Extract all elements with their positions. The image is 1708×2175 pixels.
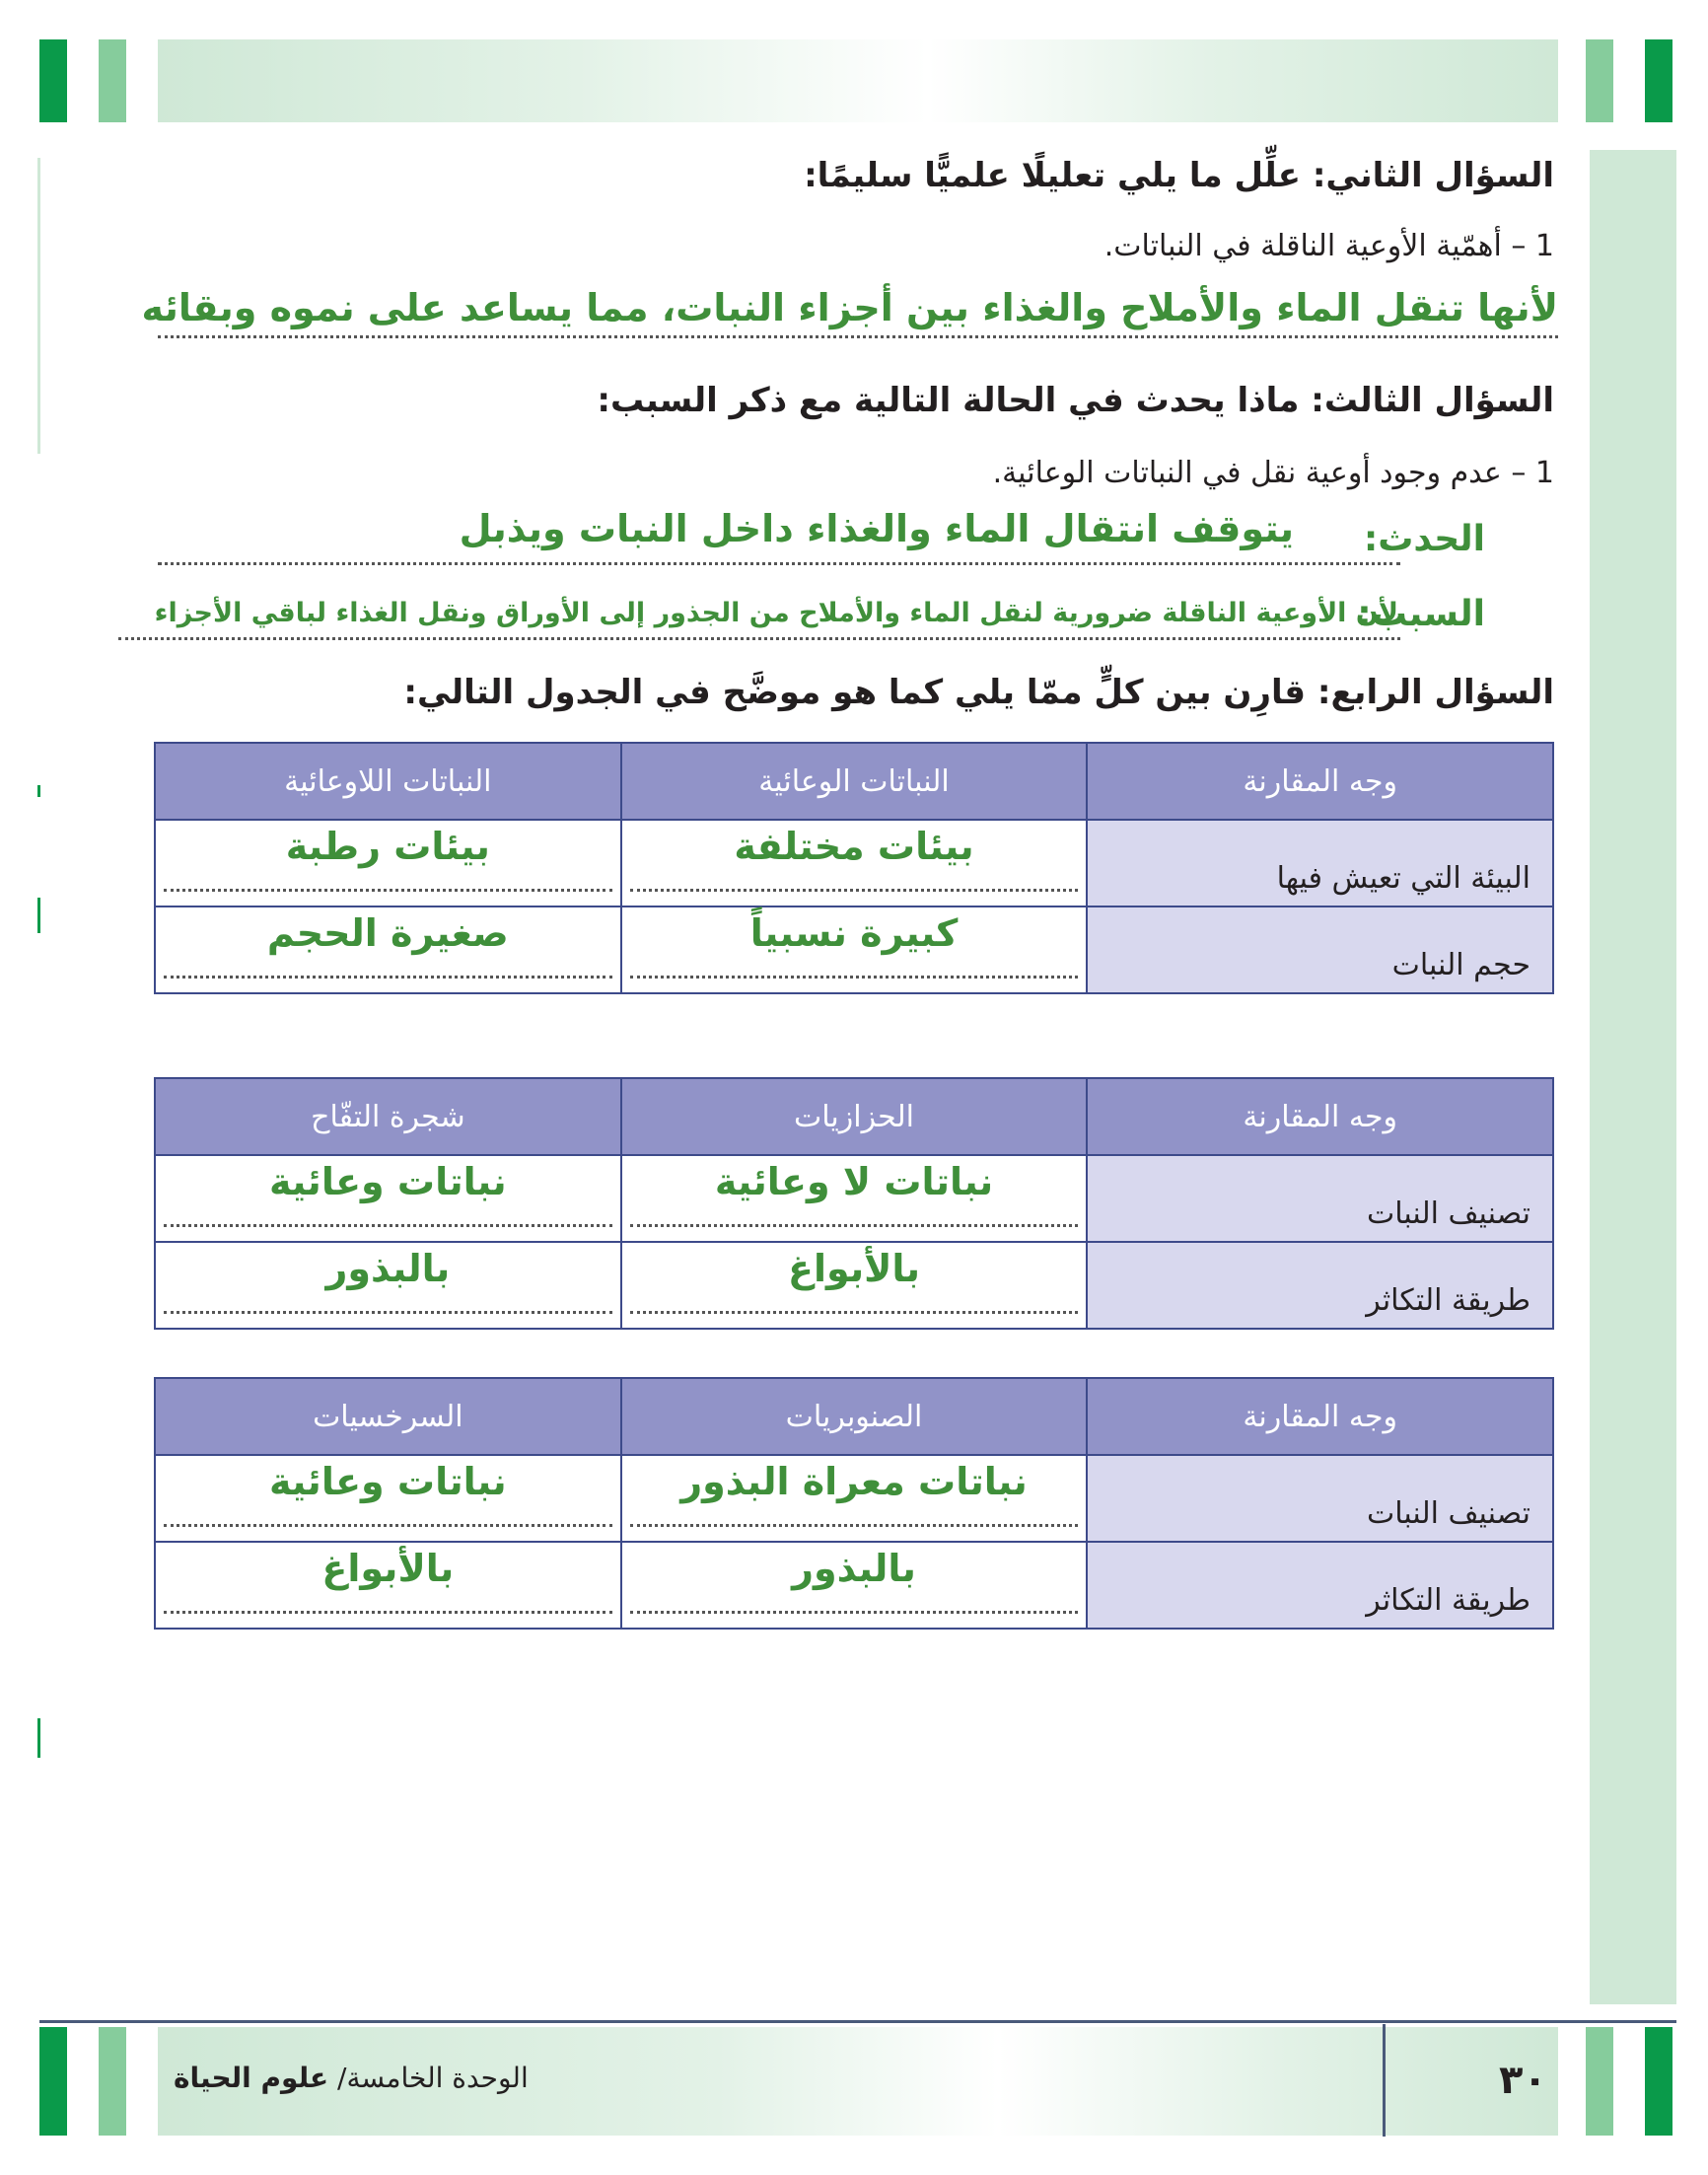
right-side-panel: [1590, 150, 1676, 2004]
question-4-title: السؤال الرابع: قارِن بين كلٍّ ممّا يلي كما هو موضَّح في الجدول التالي:: [403, 673, 1554, 712]
table-header: الصنوبريات: [621, 1378, 1088, 1455]
header-bar-left-light: [99, 39, 126, 122]
cell-answer: بيئات مختلفة: [734, 825, 974, 868]
table-header: الحزازيات: [621, 1078, 1088, 1155]
answer-line: [630, 1224, 1079, 1227]
question-2-item-1: 1 – أهمّية الأوعية الناقلة في النباتات.: [1103, 229, 1554, 263]
cell-answer: نباتات وعائية: [269, 1460, 507, 1503]
cell-answer: صغيرة الحجم: [266, 911, 509, 955]
footer-unit-title: [174, 2062, 529, 2094]
question-2-answer[interactable]: لأنها تنقل الماء والأملاح والغذاء بين أجزاء النبات، مما يساعد على نموه وبقائه: [141, 286, 1558, 329]
answer-line: [630, 889, 1079, 892]
table-header: النباتات اللاوعائية: [155, 743, 621, 820]
answer-line: [158, 562, 1400, 565]
answer-cell[interactable]: [621, 1542, 1088, 1629]
cell-answer: بالبذور: [325, 1247, 451, 1290]
table-header: وجه المقارنة: [1087, 743, 1553, 820]
cell-answer: نباتات وعائية: [269, 1160, 507, 1203]
answer-line: [158, 335, 1558, 338]
answer-cell[interactable]: [621, 906, 1088, 993]
cell-answer: بالأبواغ: [321, 1547, 455, 1590]
header-band: [158, 39, 1558, 122]
reason-answer[interactable]: لأن الأوعية الناقلة ضرورية لنقل الماء والأملاح من الجذور إلى الأوراق ونقل الغذاء لباقي الأجزاء: [154, 598, 1398, 628]
answer-cell[interactable]: [621, 1242, 1088, 1329]
footer-divider: [39, 2020, 1676, 2023]
comparison-table-2: [154, 1077, 1554, 1330]
answer-line: [630, 1611, 1079, 1614]
answer-line: [164, 1224, 612, 1227]
row-label: طريقة التكاثر: [1087, 1542, 1553, 1629]
answer-cell[interactable]: [155, 906, 621, 993]
cell-answer: بالأبواغ: [788, 1247, 920, 1290]
table-header-row: [155, 1078, 1553, 1155]
margin-tick: [37, 785, 40, 797]
answer-line: [164, 1524, 612, 1527]
row-label: تصنيف النبات: [1087, 1455, 1553, 1542]
event-answer[interactable]: يتوقف انتقال الماء والغذاء داخل النبات ويذبل: [459, 507, 1294, 550]
answer-line: [164, 1311, 612, 1314]
answer-cell[interactable]: [155, 1455, 621, 1542]
footer-separator: [1383, 2024, 1386, 2137]
cell-answer: نباتات معراة البذور: [680, 1460, 1028, 1503]
answer-line: [630, 1524, 1079, 1527]
answer-line: [630, 976, 1079, 979]
row-label: تصنيف النبات: [1087, 1155, 1553, 1242]
footer-bar-right-dark: [1645, 2027, 1672, 2136]
answer-cell[interactable]: [155, 1542, 621, 1629]
margin-tick: [37, 158, 40, 454]
footer-bar-left-light: [99, 2027, 126, 2136]
table-header: النباتات الوعائية: [621, 743, 1088, 820]
answer-line: [164, 1611, 612, 1614]
page-number: ٣٠: [1499, 2058, 1547, 2103]
answer-cell[interactable]: [155, 1242, 621, 1329]
answer-cell[interactable]: [155, 1155, 621, 1242]
footer-bar-right-light: [1586, 2027, 1613, 2136]
question-2-title: السؤال الثاني: علِّل ما يلي تعليلًا علميًّا سليمًا:: [804, 156, 1554, 195]
answer-cell[interactable]: [621, 820, 1088, 906]
table-row: [155, 1155, 1553, 1242]
question-3-item-1: 1 – عدم وجود أوعية نقل في النباتات الوعائية.: [992, 456, 1554, 490]
table-header: شجرة التفّاح: [155, 1078, 621, 1155]
table-row: [155, 1542, 1553, 1629]
margin-tick: [37, 898, 40, 933]
cell-answer: بيئات رطبة: [285, 825, 490, 868]
table-header: السرخسيات: [155, 1378, 621, 1455]
table-row: [155, 1455, 1553, 1542]
table-header: وجه المقارنة: [1087, 1378, 1553, 1455]
comparison-table-3: [154, 1377, 1554, 1630]
footer-subject: علوم الحياة: [174, 2062, 329, 2094]
answer-cell[interactable]: [621, 1155, 1088, 1242]
table-header: وجه المقارنة: [1087, 1078, 1553, 1155]
cell-answer: بالبذور: [792, 1547, 916, 1590]
question-3-title: السؤال الثالث: ماذا يحدث في الحالة التالية مع ذكر السبب:: [597, 381, 1554, 420]
reason-label: السبب:: [1357, 594, 1485, 634]
answer-line: [630, 1311, 1079, 1314]
footer-unit: الوحدة الخامسة/: [328, 2062, 529, 2094]
answer-cell[interactable]: [621, 1455, 1088, 1542]
answer-line: [118, 637, 1400, 640]
table-row: [155, 1242, 1553, 1329]
row-label: حجم النبات: [1087, 906, 1553, 993]
row-label: طريقة التكاثر: [1087, 1242, 1553, 1329]
margin-tick: [37, 1718, 40, 1758]
cell-answer: كبيرة نسبياً: [749, 911, 959, 955]
table-row: [155, 906, 1553, 993]
header-bar-left-dark: [39, 39, 67, 122]
answer-line: [164, 976, 612, 979]
event-label: الحدث:: [1363, 519, 1485, 559]
footer-bar-left-dark: [39, 2027, 67, 2136]
cell-answer: نباتات لا وعائية: [714, 1160, 994, 1203]
answer-line: [164, 889, 612, 892]
header-bar-right-dark: [1645, 39, 1672, 122]
header-bar-right-light: [1586, 39, 1613, 122]
answer-cell[interactable]: [155, 820, 621, 906]
comparison-table-1: [154, 742, 1554, 994]
table-row: [155, 820, 1553, 906]
table-header-row: [155, 743, 1553, 820]
row-label: البيئة التي تعيش فيها: [1087, 820, 1553, 906]
table-header-row: [155, 1378, 1553, 1455]
